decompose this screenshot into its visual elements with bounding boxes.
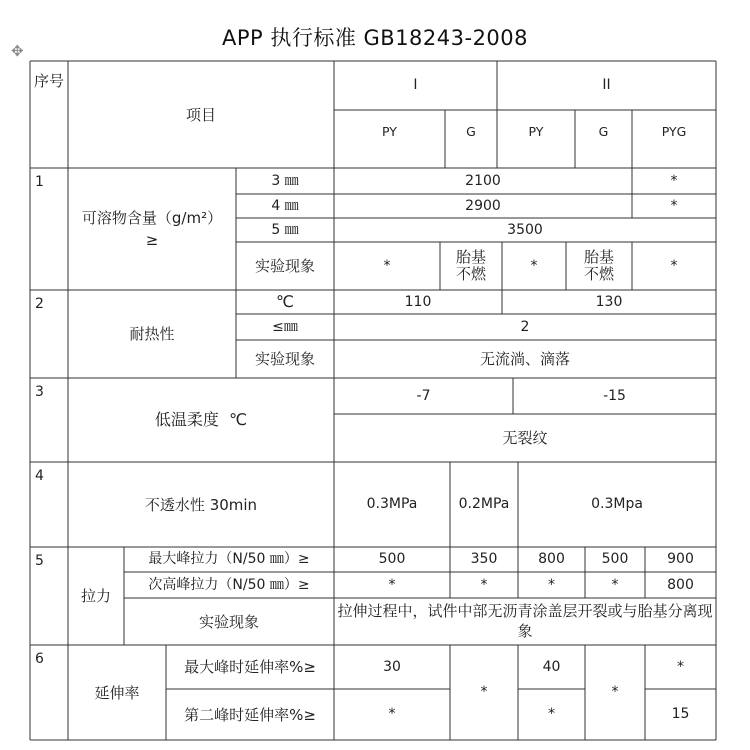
row-5-number: 5 — [35, 553, 44, 569]
impermeability-grade-2: 0.3Mpa — [591, 496, 643, 513]
second-peak-tensile-g-1: * — [480, 576, 488, 593]
row-1-phenomenon-label: 实验现象 — [254, 257, 315, 275]
header-sub-py-2: PY — [528, 123, 544, 139]
row-1-phenomenon-py-1: * — [383, 257, 391, 274]
row-4-number: 4 — [35, 468, 44, 484]
low-temp-flexibility-label: 低温柔度 ℃ — [154, 410, 248, 430]
row-1-phenomenon-py-2: * — [530, 257, 538, 274]
header-grade-1: I — [413, 77, 418, 94]
second-peak-tensile-pyg: 800 — [667, 576, 694, 593]
thickness-3mm-pyg: * — [670, 172, 678, 189]
max-peak-tensile-pyg: 900 — [667, 551, 694, 568]
thickness-4mm-value: 2900 — [465, 197, 501, 214]
max-peak-elongation-py-1: 30 — [383, 658, 401, 675]
second-peak-tensile-py-2: * — [548, 576, 555, 593]
thickness-5mm-label: 5 ㎜ — [271, 221, 299, 238]
impermeability-py-1: 0.3MPa — [366, 496, 418, 513]
heat-temp-grade-2: 130 — [595, 293, 623, 310]
flow-mm-value: 2 — [520, 318, 530, 335]
row-5-phenomenon-label: 实验现象 — [198, 612, 259, 631]
page-title: APP 执行标准 GB18243-2008 — [221, 26, 529, 50]
move-handle-icon[interactable]: ✥ — [11, 42, 24, 60]
row-3-number: 3 — [35, 384, 44, 400]
low-temp-grade-1: -7 — [416, 387, 431, 404]
row-5-phenomenon-value: 拉伸过程中，试件中部无沥青涂盖层开裂或与胎基分离现象 — [337, 602, 713, 640]
header-sub-g-1: G — [466, 123, 476, 139]
low-temp-grade-2: -15 — [603, 387, 626, 404]
elongation-g-1-merged: * — [480, 684, 488, 701]
max-peak-elongation-label: 最大峰时延伸率%≥ — [184, 658, 316, 676]
row-2-phenomenon-value: 无流淌、滴落 — [479, 350, 570, 368]
thickness-4mm-label: 4 ㎜ — [271, 197, 299, 214]
header-sub-g-2: G — [598, 123, 609, 139]
max-peak-tensile-py-2: 800 — [538, 551, 565, 568]
second-peak-tensile-g-2: * — [611, 576, 619, 593]
thickness-5mm-value: 3500 — [507, 221, 543, 238]
header-grade-2: II — [602, 77, 611, 94]
tensile-label: 拉力 — [80, 587, 111, 605]
second-peak-elongation-py-2: * — [548, 706, 555, 723]
second-peak-tensile-py-1: * — [388, 576, 396, 593]
second-peak-elongation-pyg: 15 — [671, 706, 690, 723]
thickness-4mm-pyg: * — [670, 197, 678, 214]
max-peak-tensile-g-1: 350 — [470, 551, 498, 568]
row-2-number: 2 — [35, 296, 44, 312]
second-peak-tensile-label: 次高峰拉力（N/50 ㎜）≥ — [148, 576, 310, 593]
row-1-phenomenon-g-1: 胎基 不燃 — [455, 247, 486, 283]
row-1-phenomenon-pyg: * — [670, 257, 678, 274]
impermeability-g-1: 0.2MPa — [458, 496, 510, 513]
row-2-phenomenon-label: 实验现象 — [254, 350, 315, 368]
row-1-number: 1 — [35, 174, 44, 190]
max-peak-tensile-label: 最大峰拉力（N/50 ㎜）≥ — [148, 551, 310, 568]
impermeability-label: 不透水性 30min — [144, 495, 258, 514]
low-temp-phenomenon: 无裂纹 — [502, 429, 548, 447]
max-peak-tensile-g-2: 500 — [601, 551, 629, 568]
temperature-label: ℃ — [276, 292, 294, 312]
row-1-phenomenon-g-2: 胎基 不燃 — [583, 247, 614, 283]
header-sub-pyg: PYG — [661, 123, 687, 139]
header-seq: 序号 — [33, 72, 64, 91]
header-item: 项目 — [185, 105, 216, 124]
max-peak-elongation-py-2: 40 — [542, 658, 561, 675]
heat-temp-grade-1: 110 — [404, 293, 432, 310]
heat-resistance-label: 耐热性 — [129, 325, 175, 343]
max-peak-elongation-pyg: * — [677, 658, 684, 675]
flow-mm-label: ≤㎜ — [272, 318, 298, 335]
elongation-g-2-merged: * — [611, 684, 619, 701]
thickness-3mm-label: 3 ㎜ — [271, 172, 299, 189]
soluble-content-label: 可溶物含量（g/m²） ≥ — [81, 208, 223, 249]
max-peak-tensile-py-1: 500 — [378, 551, 406, 568]
row-6-number: 6 — [35, 651, 44, 667]
second-peak-elongation-py-1: * — [388, 706, 396, 723]
elongation-label: 延伸率 — [94, 683, 140, 702]
header-sub-py-1: PY — [382, 123, 397, 139]
thickness-3mm-value: 2100 — [465, 172, 501, 189]
second-peak-elongation-label: 第二峰时延伸率%≥ — [184, 705, 316, 724]
